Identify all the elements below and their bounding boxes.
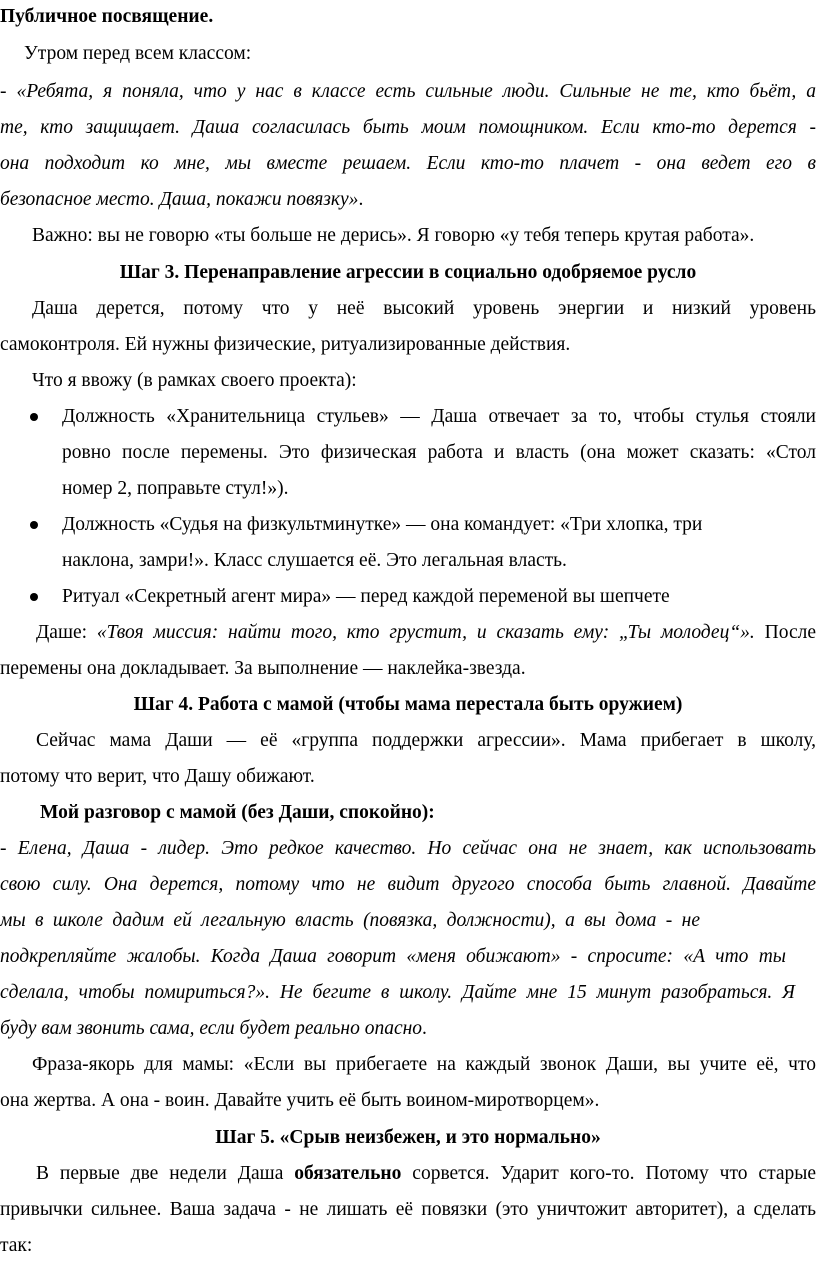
paragraph-line: она жертва. А она - воин. Давайте учить её быть воином-миротворцем». (0, 1090, 600, 1111)
paragraph-line (36, 1162, 816, 1186)
paragraph-line: перемены она докладывает. За выполнение — наклейка-звезда. (0, 658, 526, 679)
quote-text: «Твоя миссия: найти того, кто грустит, и сказать ему: „Ты молодец“». (96, 622, 755, 643)
list-item-line: Должность «Хранительница стульев» — Даша отвечает за то, чтобы стулья стояли (62, 406, 816, 427)
bullet-icon (30, 413, 38, 421)
step5-title: Шаг 5. «Срыв неизбежен, и это нормально» (215, 1127, 601, 1148)
text-span: Даше: (36, 622, 97, 643)
quote-line: свою силу. Она дерется, потому что не видит другого способа быть главной. Давайте (0, 874, 816, 895)
quote-line: те, кто защищает. Даша согласилась быть моим помощником. Если кто-то дерется - (0, 117, 816, 138)
list-item-line: ровно после перемены. Это физическая работа и власть (она может сказать: «Стол (62, 442, 816, 463)
paragraph-line (36, 621, 816, 645)
list-item-line: Ритуал «Секретный агент мира» — перед каждой переменой вы шепчете (62, 586, 670, 607)
quote-line: мы в школе дадим ей легальную власть (повязка, должности), а вы дома - не (0, 910, 700, 931)
paragraph-line: так: (0, 1235, 33, 1256)
text-span: В первые две недели Даша (36, 1163, 295, 1184)
quote-text: буду вам звонить сама, если будет реально опасно (0, 1018, 423, 1039)
paragraph-line: Фраза-якорь для мамы: «Если вы прибегаете на каждый звонок Даши, вы учите её, что (32, 1054, 816, 1075)
emphasis-text: обязательно (294, 1163, 402, 1184)
quote-line: подкрепляйте жалобы. Когда Даша говорит «меня обижают» - спросите: «А что ты (0, 946, 786, 967)
paragraph-line: привычки сильнее. Ваша задача - не лишать её повязки (это уничтожит авторитет), а сделать (0, 1199, 816, 1220)
quote-line: сделала, чтобы помириться?». Не бегите в школу. Дайте мне 15 минут разобраться. Я (0, 982, 795, 1003)
quote-line: - «Ребята, я поняла, что у нас в классе есть сильные люди. Сильные не те, кто бьёт, а (0, 81, 816, 102)
step4-title: Шаг 4. Работа с мамой (чтобы мама перестала быть оружием) (133, 694, 683, 715)
paragraph-line: Сейчас мама Даши — её «группа поддержки агрессии». Мама прибегает в школу, (36, 730, 816, 751)
text-span: После (754, 622, 816, 643)
quote-text: безопасное место. Даша, покажи повязку» (0, 189, 359, 210)
paragraph-line: Утром перед всем классом: (24, 43, 252, 64)
section-heading: Публичное посвящение. (0, 6, 214, 27)
list-item-line: наклона, замри!». Класс слушается её. Это легальная власть. (62, 550, 567, 571)
paragraph-line: Что я ввожу (в рамках своего проекта): (32, 370, 357, 391)
bullet-icon (30, 521, 38, 529)
list-item-line: Должность «Судья на физкультминутке» — она командует: «Три хлопка, три (62, 514, 703, 535)
quote-end: . (358, 189, 364, 210)
quote-end: . (422, 1018, 427, 1039)
talk-heading: Мой разговор с мамой (без Даши, спокойно): (40, 802, 435, 823)
quote-line (0, 1017, 427, 1041)
important-note: Важно: вы не говорю «ты больше не дерись». Я говорю «у тебя теперь крутая работа». (32, 225, 755, 246)
bullet-icon (30, 593, 38, 601)
step3-title: Шаг 3. Перенаправление агрессии в социально одобряемое русло (119, 262, 697, 283)
quote-line (0, 188, 363, 212)
list-item-line: номер 2, поправьте стул!»). (62, 478, 289, 499)
quote-line: - Елена, Даша - лидер. Это редкое качество. Но сейчас она не знает, как использовать (0, 838, 816, 859)
quote-line: она подходит ко мне, мы вместе решаем. Если кто-то плачет - она ведет его в (0, 153, 816, 174)
text-span: сорвется. Ударит кого-то. Потому что старые (401, 1163, 816, 1184)
paragraph-line: потому что верит, что Дашу обижают. (0, 766, 315, 787)
paragraph-line: самоконтроля. Ей нужны физические, ритуализированные действия. (0, 334, 571, 355)
paragraph-line: Даша дерется, потому что у неё высокий уровень энергии и низкий уровень (32, 298, 816, 319)
